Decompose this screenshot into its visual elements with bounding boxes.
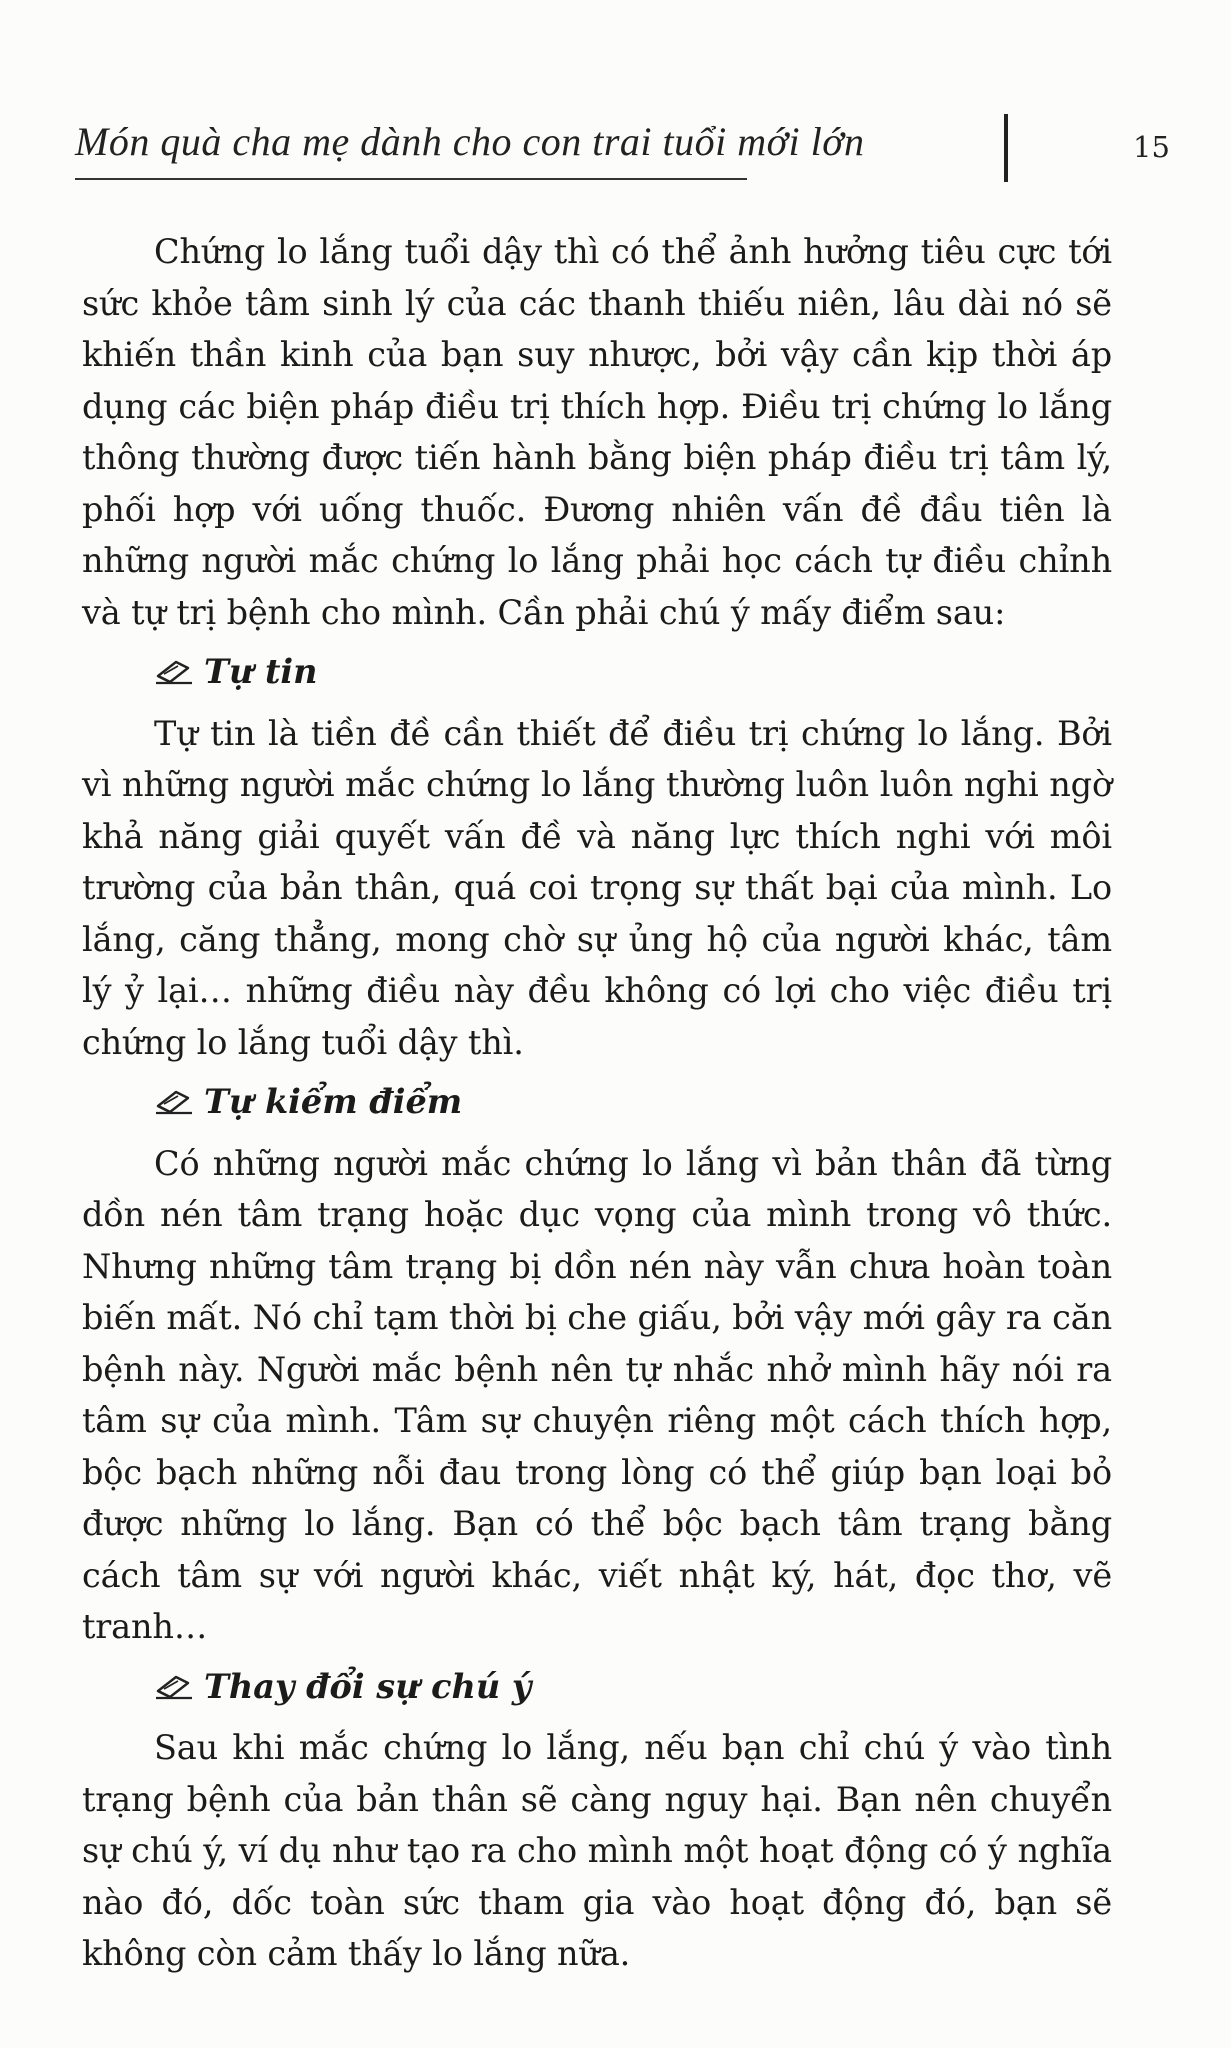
- section-paragraph-2: Có những người mắc chứng lo lắng vì bản thân đã từng dồn nén tâm trạng hoặc dục vọng của mình trong vô thức. Nhưng những tâm trạng bị dồn nén này vẫn chưa hoàn toàn biến mất. Nó chỉ tạm thời bị che giấu, bởi vậy mới gây ra căn bệnh này. Người mắc bệnh nên tự nhắc nhở mình hãy nói ra tâm sự của mình. Tâm sự chuyện riêng một cách thích hợp, bộc bạch những nỗi đau trong lòng có thể giúp bạn loại bỏ được những lo lắng. Bạn có thể bộc bạch tâm trạng bằng cách tâm sự với người khác, viết nhật ký, hát, đọc thơ, vẽ tranh…: [82, 1143, 1112, 1646]
- page-number: 15: [1133, 130, 1170, 164]
- section-heading-label: Tự kiểm điểm: [204, 1082, 463, 1121]
- page-header: [75, 118, 1175, 208]
- pen-icon: [154, 1086, 194, 1116]
- section-heading-label: Tự tin: [204, 652, 318, 691]
- section-heading-label: Thay đổi sự chú ý: [204, 1666, 532, 1706]
- intro-paragraph: Chứng lo lắng tuổi dậy thì có thể ảnh hưởng tiêu cực tới sức khỏe tâm sinh lý của các thanh thiếu niên, lâu dài nó sẽ khiến thần kinh của bạn suy nhược, bởi vậy cần kịp thời áp dụng các biện pháp điều trị thích hợp. Điều trị chứng lo lắng thông thường được tiến hành bằng biện pháp điều trị tâm lý, phối hợp với uống thuốc. Đương nhiên vấn đề đầu tiên là những người mắc chứng lo lắng phải học cách tự điều chỉnh và tự trị bệnh cho mình. Cần phải chú ý mấy điểm sau:: [82, 232, 1112, 632]
- section-heading-2: [82, 1076, 1112, 1128]
- page-body: [82, 226, 1112, 1980]
- running-title: Món quà cha mẹ dành cho con trai tuổi mới lớn: [75, 119, 865, 164]
- pen-icon: [154, 1671, 194, 1701]
- section-heading-1: [82, 646, 1112, 698]
- section-paragraph-1: Tự tin là tiền đề cần thiết để điều trị chứng lo lắng. Bởi vì những người mắc chứng lo lắng thường luôn luôn nghi ngờ khả năng giải quyết vấn đề và năng lực thích nghi với môi trường của bản thân, quá coi trọng sự thất bại của mình. Lo lắng, căng thẳng, mong chờ sự ủng hộ của người khác, tâm lý ỷ lại… những điều này đều không có lợi cho việc điều trị chứng lo lắng tuổi dậy thì.: [82, 713, 1112, 1062]
- section-paragraph-3: Sau khi mắc chứng lo lắng, nếu bạn chỉ chú ý vào tình trạng bệnh của bản thân sẽ càng nguy hại. Bạn nên chuyển sự chú ý, ví dụ như tạo ra cho mình một hoạt động có ý nghĩa nào đó, dốc toàn sức tham gia vào hoạt động đó, bạn sẽ không còn cảm thấy lo lắng nữa.: [82, 1728, 1112, 1973]
- pen-icon: [154, 656, 194, 686]
- section-heading-3: [82, 1661, 1112, 1713]
- header-divider: [1004, 114, 1008, 182]
- title-underline: [75, 178, 747, 180]
